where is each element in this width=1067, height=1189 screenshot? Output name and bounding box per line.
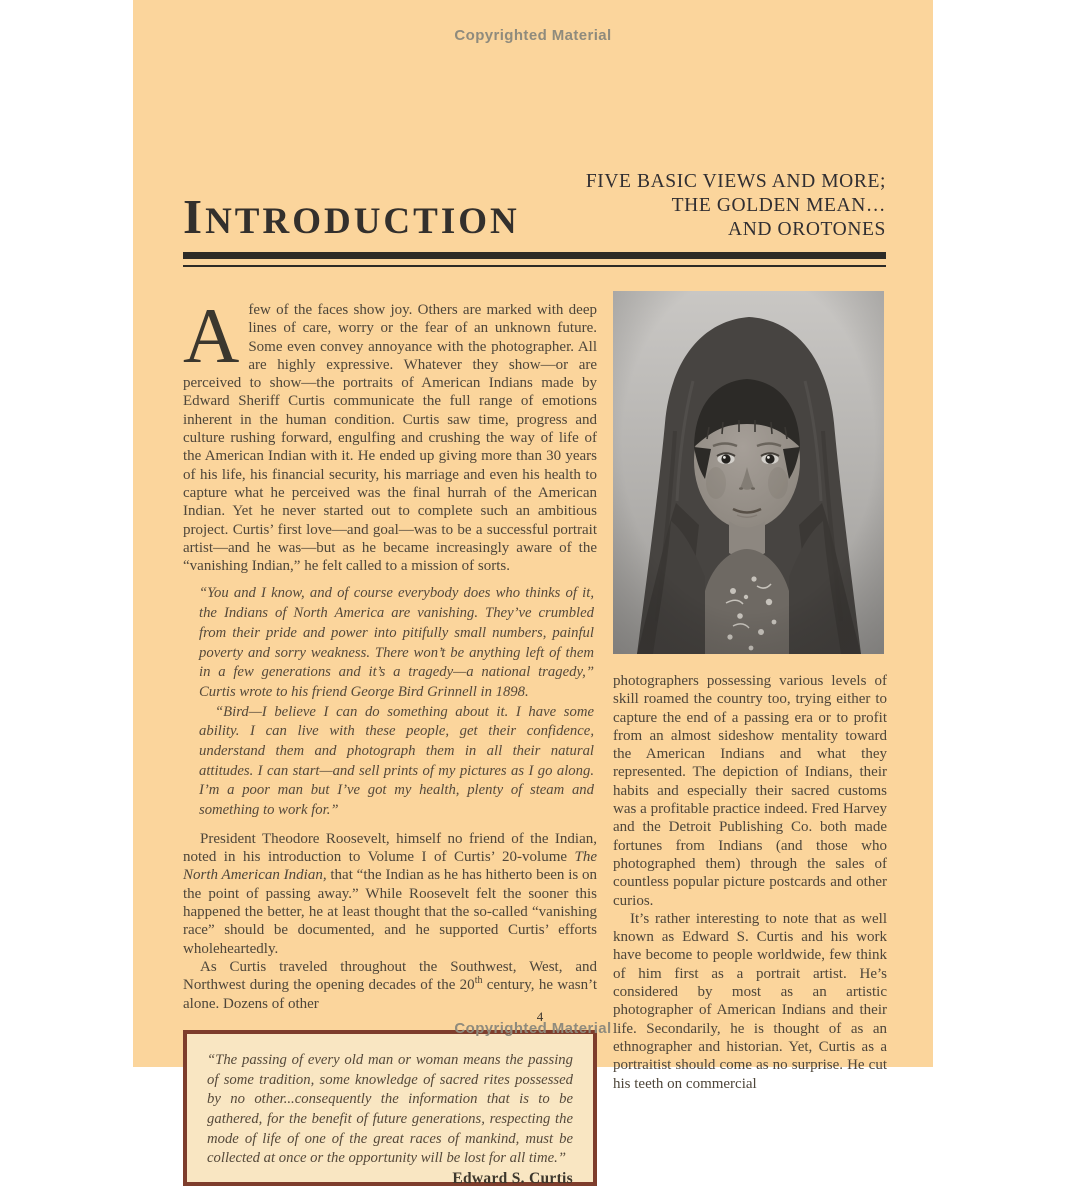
travel-paragraph: As Curtis traveled throughout the Southwest, West, and Northwest during the opening decades of the 20th century, he wasn’t alone. Dozens of other <box>183 958 597 1012</box>
watermark-bottom: Copyrighted Material <box>454 1020 612 1037</box>
book-title: The North American Indian, <box>183 849 597 884</box>
header-rule-thick <box>183 252 886 259</box>
header-rule-thin <box>183 265 886 267</box>
right-paragraph-2: It’s rather interesting to note that as well known as Edward S. Curtis and his work have become to people worldwide, few think of him first as a portrait artist. He’s considered by most as an artistic photographer of American Indians and their life. Secondarily, he is thought of as an ethnographer and historian. Yet, Curtis as a portraitist should come as no surprise. He cut his teeth on commercial <box>613 910 887 1092</box>
left-text-column <box>183 292 598 1189</box>
pull-quote-box <box>183 1030 597 1186</box>
page-title-initial: I <box>183 189 206 244</box>
subtitle-line: THE GOLDEN MEAN… <box>671 195 886 216</box>
right-paragraph-1: photographers possessing various levels of skill roamed the country too, trying either to capture the end of a passing era or to profit from an almost sideshow mentality toward the American Indians and what they represented. The depiction of Indians, their habits and especially their sacred customs was a profitable practice indeed. Fred Harvey and the Detroit Publishing Co. both made fortunes from Indians (and those who photographed them) through the sales of countless popular picture postcards and other curios. <box>613 673 887 909</box>
pull-quote-attribution: Edward S. Curtis <box>452 1170 573 1188</box>
pull-quote-text: “The passing of every old man or woman means the passing of some tradition, some knowledge of sacred rites possessed by no other...consequently the information that is to be gathered, for the benefit of future generations, respecting the mode of life of one of the great races of mankind, must be collected at once or the opportunity will be lost for all time.” <box>207 1051 573 1167</box>
drop-cap: A <box>183 292 240 379</box>
watermark-top: Copyrighted Material <box>454 27 612 44</box>
opening-paragraph-text: few of the faces show joy. Others are marked with deep lines of care, worry or the fear of an unknown future. Some even convey annoyance with the photographer. All are highly expressive. Whatever they show—or are perceived to show—the portraits of American Indians made by Edward Sheriff Curtis communicate the full range of emotions inherent in the human condition. Curtis saw time, progress and culture rushing forward, engulfing and crushing the way of life of the American Indian with it. He ended up giving more than 30 years of his life, his financial security, his marriage and even his health to capture what he perceived was the final hurrah of the American Indian. Yet he never started out to complete such an ambitious project. Curtis’ first love—and goal—was to be a successful portrait artist—and he was—but as he became increasingly aware of the “vanishing Indian,” he felt called to a mission of sorts. <box>183 302 597 575</box>
page-title <box>183 189 520 244</box>
subtitle-line: AND OROTONES <box>728 219 886 240</box>
portrait-photo-illustration <box>613 291 884 654</box>
portrait-photo <box>613 291 884 654</box>
letter-quote-1: “You and I know, and of course everybody does who thinks of it, the Indians of North America are vanishing. They’ve crumbled from their pride and power into pitifully small numbers, painful poverty and sorry weakness. There won’t be anything left of them in a few generations and it’s a tragedy—a national tragedy,” Curtis wrote to his friend George Bird Grinnell in 1898. <box>199 585 594 700</box>
letter-quote-2: “Bird—I believe I can do something about it. I have some ability. I can live with these people, get their confidence, understand them and photograph them in all their natural attitudes. I can start—and sell prints of my pictures as I go along. I’m a poor man but I’ve got my health, plenty of steam and something to work for.” <box>199 703 594 819</box>
ordinal-superscript: th <box>474 975 483 987</box>
pull-quote-paragraph <box>207 1051 573 1188</box>
subtitle-line: FIVE BASIC VIEWS AND MORE; <box>585 171 886 192</box>
chapter-subtitle <box>586 170 886 242</box>
right-text-column <box>613 291 887 1093</box>
book-page <box>133 0 933 1188</box>
page-number: 4 <box>536 1009 544 1024</box>
page-title-rest: NTRODUCTION <box>205 201 520 242</box>
opening-paragraph <box>183 292 597 575</box>
roosevelt-paragraph: President Theodore Roosevelt, himself no friend of the Indian, noted in his introduction to Volume I of Curtis’ 20-volume The North American Indian, that “the Indian as he has hitherto been is on the point of passing away.” While Roosevelt felt the sooner this happened the better, he at least thought that the so-called “vanishing race” should be documented, and he supported Curtis’ efforts wholeheartedly. <box>183 830 598 957</box>
